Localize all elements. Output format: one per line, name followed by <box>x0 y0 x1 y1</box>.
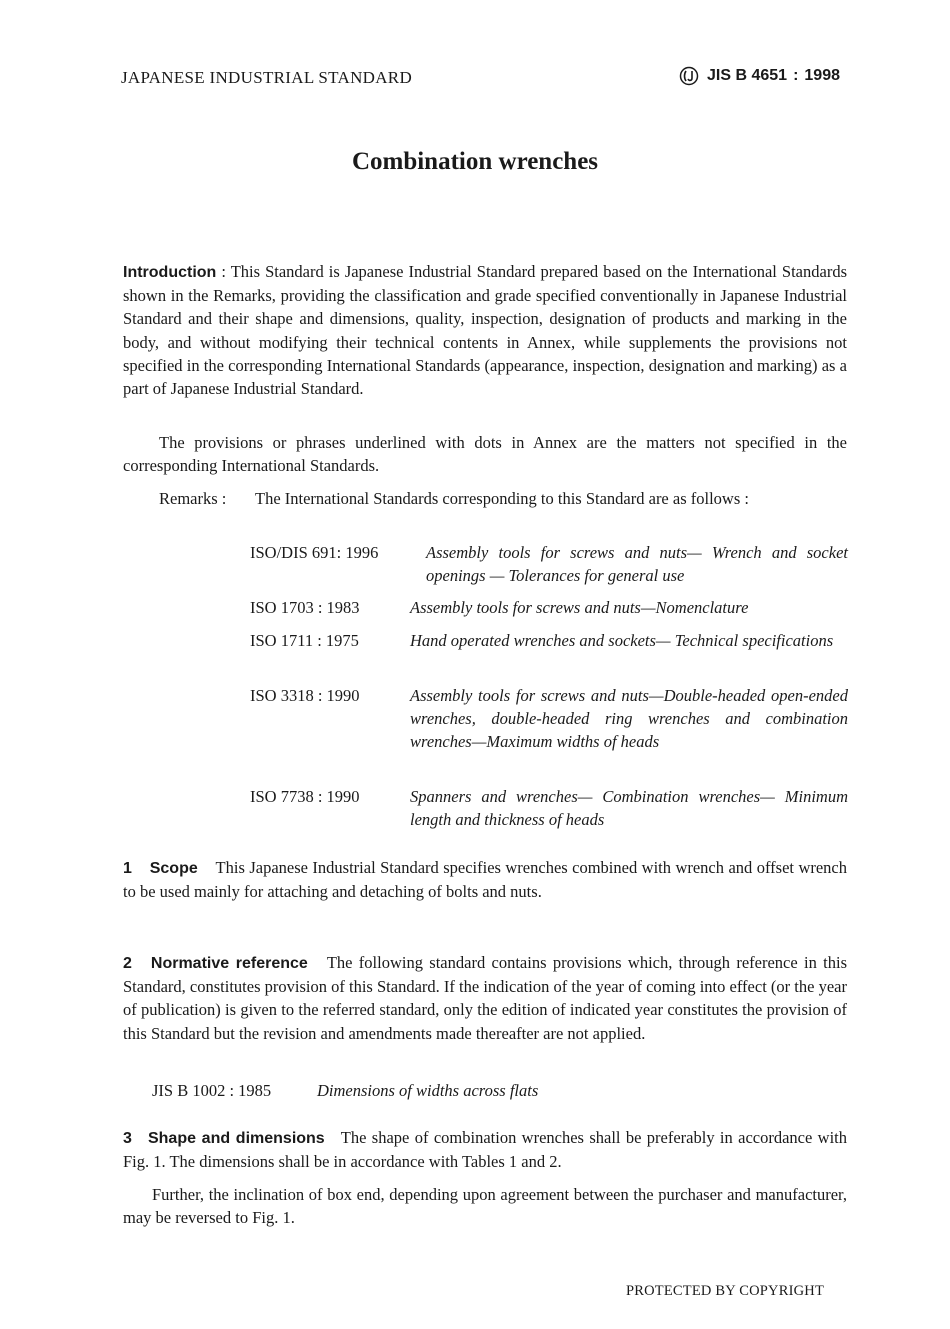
reference-code: ISO/DIS 691: 1996 <box>250 543 379 562</box>
section-text: The shape of combination wrenches shall be preferably in accordance with Fig. 1. The dimensions shall be in accordance with Tables 1 and 2. <box>123 1128 848 1172</box>
reference-item <box>250 629 848 652</box>
reference-title: Spanners and wrenches— Combination wrenches— Minimum length and thickness of heads <box>410 787 848 830</box>
reference-code: ISO 1711 : 1975 <box>250 631 359 650</box>
section-text: This Japanese Industrial Standard specifies wrenches combined with wrench and offset wrench to be used mainly for attaching and detaching of bolts and nuts. <box>123 858 848 902</box>
reference-title: Assembly tools for screws and nuts—Nomenclature <box>410 598 749 617</box>
intro-text: : This Standard is Japanese Industrial Standard prepared based on the International Standards shown in the Remarks, providing the classification and grade specified conventionally in Japanese Industrial Standard and their shape and dimensions, quality, inspection, designation of products and marking in the body, and without modifying their technical contents in Annex, while supplements the provisions not specified in the corresponding International Standards (appearance, inspection, designation and marking) as a part of Japanese Industrial Standard. <box>123 262 847 399</box>
jis-mark-icon <box>679 66 699 86</box>
reference-code: JIS B 1002 : 1985 <box>152 1081 272 1100</box>
section-text: The following standard contains provisions which, through reference in this Standard, constitutes provision of this Standard. If the indication of the year of coming into effect (or the year of publication) is given to the referred standard, only the edition of indicated year constitutes the provision of this Standard but the revision and amendments made thereafter are not applied. <box>123 953 848 1043</box>
header-standard-label: JAPANESE INDUSTRIAL STANDARD <box>121 68 413 87</box>
reference-code: ISO 7738 : 1990 <box>250 787 360 806</box>
section-number: 2 <box>123 955 132 972</box>
reference-item <box>250 785 848 831</box>
remarks-block <box>159 487 849 510</box>
reference-item <box>250 541 848 587</box>
section-normative-reference <box>123 951 847 1045</box>
section-heading: Normative reference <box>150 955 308 972</box>
reference-title: Assembly tools for screws and nuts—Double-headed open-ended wrenches, double-headed ring wrenches and combination wrenches—Maximum widths of heads <box>410 686 848 752</box>
page-title: Combination wrenches <box>351 148 599 175</box>
intro-paragraph-2: The provisions or phrases underlined with dots in Annex are the matters not specified in the corresponding International Standards. <box>123 433 847 476</box>
std-year: 1998 <box>804 67 840 84</box>
remarks-text: The International Standards corresponding to this Standard are as follows : <box>255 489 749 508</box>
reference-title: Assembly tools for screws and nuts— Wrench and socket openings — Tolerances for general use <box>426 543 848 586</box>
remarks-label: Remarks : <box>159 489 227 508</box>
section-shape-dimensions <box>123 1126 847 1173</box>
copyright-footer: PROTECTED BY COPYRIGHT <box>625 1283 824 1299</box>
section-heading: Shape and dimensions <box>147 1130 325 1147</box>
std-colon: : <box>793 67 799 84</box>
reference-title: Dimensions of widths across flats <box>317 1081 539 1100</box>
intro-label: Introduction <box>123 264 217 281</box>
reference-item <box>250 596 848 619</box>
section-scope <box>123 856 847 903</box>
reference-code: ISO 3318 : 1990 <box>250 686 360 705</box>
reference-code: ISO 1703 : 1983 <box>250 598 360 617</box>
section-3-paragraph-2: Further, the inclination of box end, depending upon agreement between the purchaser and manufacturer, may be reversed to Fig. 1. <box>123 1185 847 1228</box>
section-heading: Scope <box>149 860 198 877</box>
section-number: 3 <box>123 1130 132 1147</box>
reference-item <box>250 684 848 754</box>
std-number: JIS B 4651 <box>707 67 788 84</box>
header-standard-id <box>679 66 840 86</box>
reference-title: Hand operated wrenches and sockets— Technical specifications <box>410 631 834 650</box>
section-number: 1 <box>123 860 132 877</box>
intro-paragraph <box>123 260 847 400</box>
normative-reference-item <box>152 1079 750 1102</box>
